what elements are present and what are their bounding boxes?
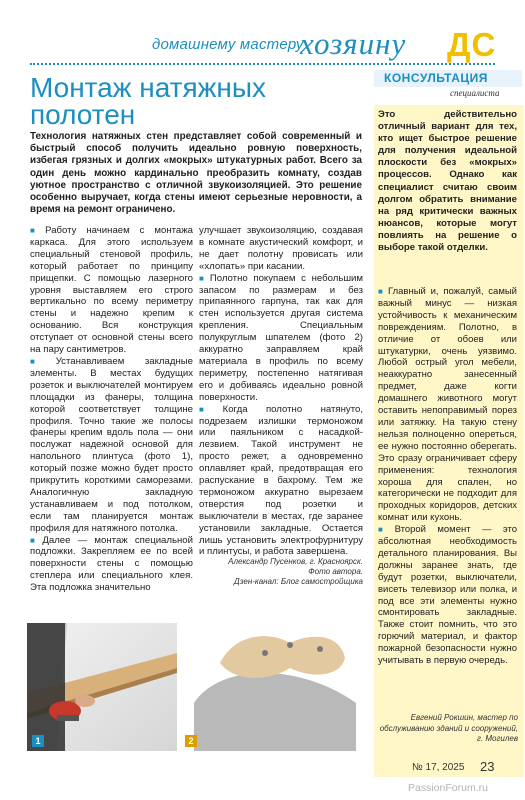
- bullet-icon: ■: [199, 404, 220, 414]
- header-divider: [30, 63, 495, 65]
- article-column-2: [199, 225, 363, 558]
- magazine-logo: ДС: [447, 26, 497, 63]
- article-column-1: [30, 225, 193, 594]
- article-lead: Технология натяжных стен представляет собой современный и быстрый способ получить идеально ровную поверхность, избегая грязных и долгих «мокрых» штукатурных работ. Всего за один день можно кардинально преобразить комнату, создав уютное пространство с отличной звукоизоляцией. Это решение особенно выручает, когда стены имеют серьезные неровности, а время на ремонт ограничено.: [30, 131, 362, 216]
- bullet-icon: ■: [30, 356, 53, 366]
- bullet-icon: ■: [30, 535, 40, 545]
- sidebar-subtitle: специалиста: [450, 88, 500, 98]
- paragraph: улучшает звукоизоляцию, создавая в комнате акустический комфорт, и не дает полотну провисать или «хлопать» при касании.: [199, 225, 363, 272]
- page-number: 23: [480, 759, 495, 774]
- paragraph: ■ Когда полотно натянуто, подрезаем излишки термоножом или паяльником с насадкой-лезвием. Такой инструмент не просто режет, а одновременно оплавляет край, предотвращая его распускание в бахрому. Тем же термоножом аккуратно вырезаем отверстия под розетки и выключатели в местах, где заранее установили закладные. Остается лишь установить электрофурнитуру и плинтусы, и работа завершена.: [199, 403, 363, 558]
- paragraph: ■ Главный и, пожалуй, самый важный минус — низкая устойчивость к механическим повреждениям. Полотно, в отличие от обоев или штукатурки, очень уязвимо. Любой острый угол мебели, неаккуратно занесенный предмет, даже когти домашнего животного могут оставить непоправимый порез или затяжку. На такую стену нельзя полноценно опереться, ее нужно постоянно оберегать. Это сразу ограничивает сферу применения: технология хороша для спален, но категорически не подходит для проходных коридоров, детских комнат или кухонь.: [378, 286, 517, 524]
- paragraph: ■ Далее — монтаж специальной подложки. Закрепляем ее по всей поверхности стены с помощью степлера или специального клея. Эта подложка значительно: [30, 534, 193, 594]
- issue-number: № 17, 2025: [412, 762, 465, 773]
- photo-spatula: [180, 623, 370, 751]
- photo-2-illustration: [180, 623, 370, 751]
- sidebar-body: [378, 286, 517, 667]
- article-title: Монтаж натяжных полотен: [30, 72, 266, 130]
- bullet-icon: ■: [30, 226, 43, 235]
- photo-number-badge: 2: [185, 735, 197, 747]
- watermark: PassionForum.ru: [408, 782, 488, 794]
- bullet-icon: ■: [378, 525, 392, 535]
- photo-1-illustration: [27, 623, 177, 751]
- paragraph: ■ Полотно покупаем с небольшим запасом по размерам и без припаянного гарпуна, так как для стен используется другая система крепления. Специальным полукруглым шпателем (фото 2) аккуратно заправляем край материала в профиль по всему периметру, постепенно натягивая его и добиваясь идеально ровной поверхности.: [199, 272, 363, 403]
- sidebar-lead: Это действительно отличный вариант для тех, кто ищет быстрое решение для получения идеальной плоскости без «мокрых» процессов. Однако как специалист считаю своим долгом обратить внимание на ряд критически важных нюансов, которые могут повлиять на решение о выборе такой отделки.: [378, 109, 517, 254]
- photo-baseboard: [27, 623, 177, 751]
- section-label: домашнему мастеру: [152, 36, 304, 53]
- paragraph: ■ Устанавливаем закладные элементы. В местах будущих розеток и выключателей монтируем площадки из фанеры, толщина которой соответствует толщине профиля. Точно такие же полосы фанеры крепим вдоль пола — они послужат надежной основой для напольного плинтуса (фото 1), который позже можно будет просто прикрутить короткими саморезами. Аналогичную закладную устанавливаем и под потолком, если там планируется монтаж профиля для натяжного потолка.: [30, 355, 193, 534]
- bullet-icon: ■: [378, 287, 385, 296]
- bullet-icon: ■: [199, 273, 207, 283]
- magazine-section-title: хозяину: [300, 26, 407, 61]
- paragraph: ■ Второй момент — это абсолютная необходимость детального планирования. Вы должны заранее знать, где будут розетки, выключатели, висеть телевизор или полка, и под все эти элементы нужно смонтировать закладные. Также стоит помнить, что это горючий материал, и фактор пожарной безопасности нужно учитывать в первую очередь.: [378, 524, 517, 667]
- paragraph: ■ Работу начинаем с монтажа каркаса. Для этого используем специальный стеновой профиль, который работает по принципу прищепки. С помощью лазерного уровня выставляем его строго вертикально по всему периметру стены и надежно крепим к основанию. Вся конструкция отступает от основной стены всего на пару сантиметров.: [30, 225, 193, 356]
- specialist-signature: Евгений Рокшин, мастер по обслуживанию зданий и сооружений, г. Могилев: [379, 713, 518, 743]
- author-signature: Александр Пусенков, г. Красноярск. Фото автора. Дзен-канал: Блог самостройщика: [228, 557, 363, 586]
- photo-number-badge: 1: [32, 735, 44, 747]
- sidebar-title: КОНСУЛЬТАЦИЯ: [384, 71, 488, 85]
